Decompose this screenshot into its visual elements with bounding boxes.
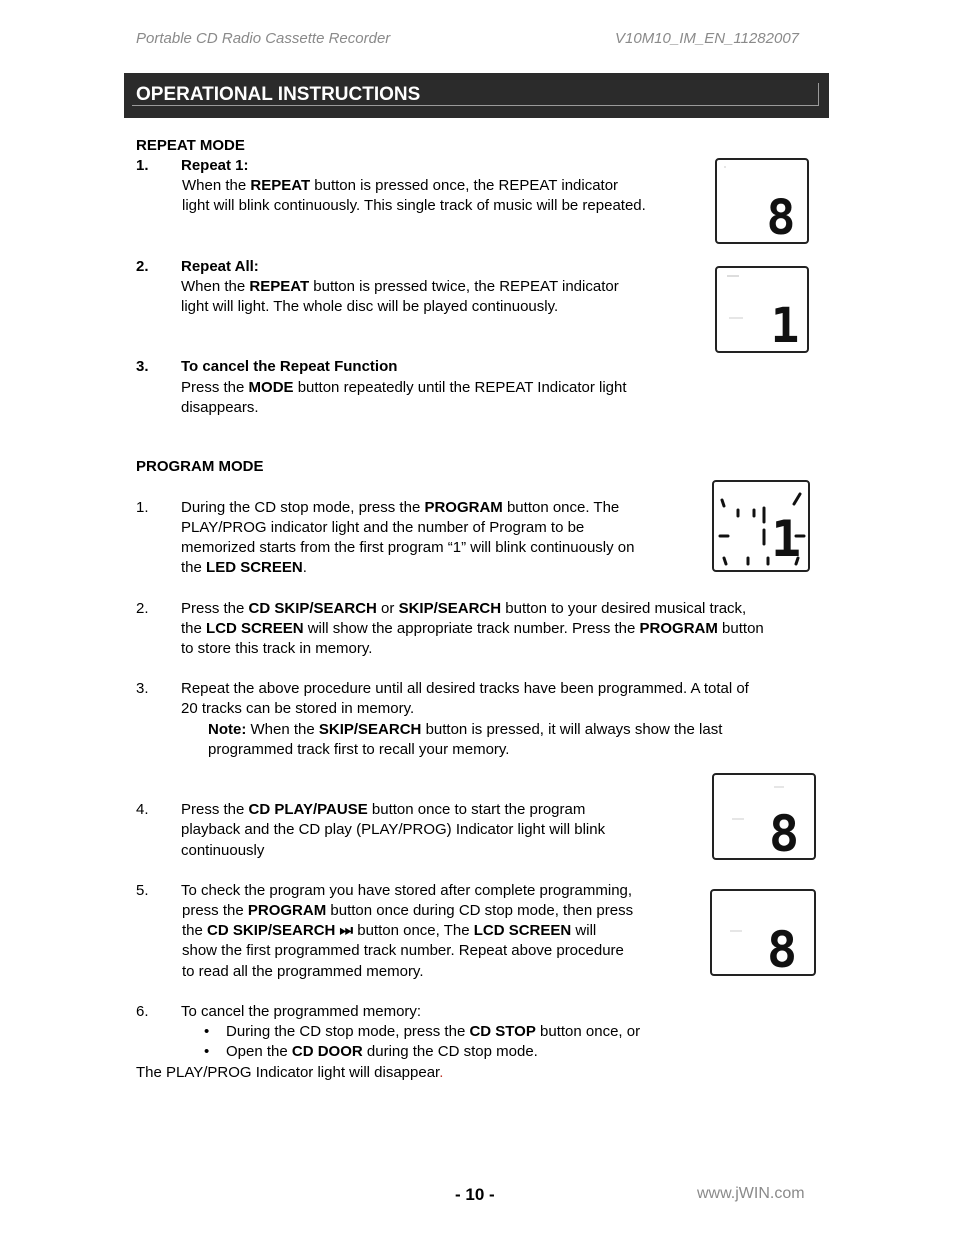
- program-item5-line2: press the PROGRAM button once during CD stop mode, then press: [182, 902, 634, 919]
- bullet-marker: •: [204, 1023, 210, 1040]
- program-item3-number: 3.: [136, 680, 149, 697]
- bullet-marker: •: [204, 1043, 210, 1060]
- lcd-figure-repeat-one: [717, 160, 807, 242]
- footer-website: www.jWIN.com: [697, 1185, 805, 1202]
- repeat-item2-number: 2.: [136, 258, 149, 275]
- program-closing-text: The PLAY/PROG Indicator light will disappear.: [136, 1064, 444, 1081]
- program-item3-note-line2: programmed track first to recall your memory.: [208, 741, 510, 758]
- program-item5-number: 5.: [136, 882, 149, 899]
- repeat-item1-line2: light will blink continuously. This single track of music will be repeated.: [182, 197, 646, 214]
- program-item2-line2: the LCD SCREEN will show the appropriate track number. Press the PROGRAM button: [181, 620, 764, 637]
- repeat-item2-line2: light will light. The whole disc will be played continuously.: [181, 298, 559, 315]
- program-item1-line1: During the CD stop mode, press the PROGRAM button once. The: [181, 499, 620, 516]
- program-item2-line1: Press the CD SKIP/SEARCH or SKIP/SEARCH button to your desired musical track,: [181, 600, 747, 617]
- lcd-display-check: [710, 889, 816, 976]
- repeat-mode-heading: REPEAT MODE: [136, 137, 245, 154]
- header-document-title: Portable CD Radio Cassette Recorder: [136, 30, 391, 47]
- section-banner: [124, 73, 829, 118]
- program-item3-line2: 20 tracks can be stored in memory.: [181, 700, 415, 717]
- repeat-item1-line1: When the REPEAT button is pressed once, the REPEAT indicator: [182, 177, 619, 194]
- lcd-figure-check: [712, 891, 814, 974]
- program-item3-line1: Repeat the above procedure until all desired tracks have been programmed. A total of: [181, 680, 749, 697]
- program-item4-line1: Press the CD PLAY/PAUSE button once to start the program: [181, 801, 586, 818]
- program-item1-line2: PLAY/PROG indicator light and the number of Program to be: [181, 519, 585, 536]
- repeat-item3-line2: disappears.: [181, 399, 259, 416]
- program-item2-line3: to store this track in memory.: [181, 640, 373, 657]
- banner-title: OPERATIONAL INSTRUCTIONS: [136, 84, 421, 105]
- lcd-figure-play: [714, 775, 814, 858]
- program-item1-number: 1.: [136, 499, 149, 516]
- program-item4-line3: continuously: [181, 842, 265, 859]
- repeat-item1-title: Repeat 1:: [181, 157, 249, 174]
- program-item6-bullet2: Open the CD DOOR during the CD stop mode.: [226, 1043, 538, 1060]
- lcd-display-repeat-one: [715, 158, 809, 244]
- header-document-code: V10M10_IM_EN_11282007: [615, 30, 800, 47]
- repeat-item2-line1: When the REPEAT button is pressed twice, the REPEAT indicator: [181, 278, 619, 295]
- program-item5-line1: To check the program you have stored after complete programming,: [181, 882, 633, 899]
- lcd-digit: 1: [770, 298, 800, 351]
- program-item6-bullet1: During the CD stop mode, press the CD STOP button once, or: [226, 1023, 641, 1040]
- repeat-item2-title: Repeat All:: [181, 258, 259, 275]
- program-item1-line4: the LED SCREEN.: [181, 559, 307, 576]
- repeat-item3-number: 3.: [136, 358, 149, 375]
- lcd-figure-repeat-all: [717, 268, 807, 351]
- program-item4-number: 4.: [136, 801, 149, 818]
- program-item6-number: 6.: [136, 1003, 149, 1020]
- program-item5-line5: to read all the programmed memory.: [182, 963, 424, 980]
- lcd-display-repeat-all: [715, 266, 809, 353]
- program-item6-line1: To cancel the programmed memory:: [181, 1003, 422, 1020]
- program-item5-line4: show the first programmed track number. Repeat above procedure: [182, 942, 624, 959]
- program-item2-number: 2.: [136, 600, 149, 617]
- lcd-figure-program-start: [714, 482, 808, 570]
- lcd-digit: 8: [766, 190, 796, 242]
- lcd-display-program-start: [712, 480, 810, 572]
- lcd-digit: 8: [768, 805, 800, 858]
- lcd-digit: 8: [766, 921, 798, 974]
- program-item5-line3: the CD SKIP/SEARCH ⏭ button once, The LCD SCREEN will: [182, 922, 597, 939]
- program-mode-heading: PROGRAM MODE: [136, 458, 264, 475]
- program-item4-line2: playback and the CD play (PLAY/PROG) Indicator light will blink: [181, 821, 606, 838]
- repeat-item3-line1: Press the MODE button repeatedly until the REPEAT Indicator light: [181, 379, 627, 396]
- repeat-item3-title: To cancel the Repeat Function: [181, 358, 398, 375]
- program-item3-note: Note: When the SKIP/SEARCH button is pressed, it will always show the last: [208, 721, 723, 738]
- lcd-display-play: [712, 773, 816, 860]
- lcd-digit: 1: [770, 510, 802, 568]
- page-number: - 10 -: [455, 1185, 495, 1204]
- repeat-item1-number: 1.: [136, 157, 149, 174]
- program-item1-line3: memorized starts from the first program “1” will blink continuously on: [181, 539, 635, 556]
